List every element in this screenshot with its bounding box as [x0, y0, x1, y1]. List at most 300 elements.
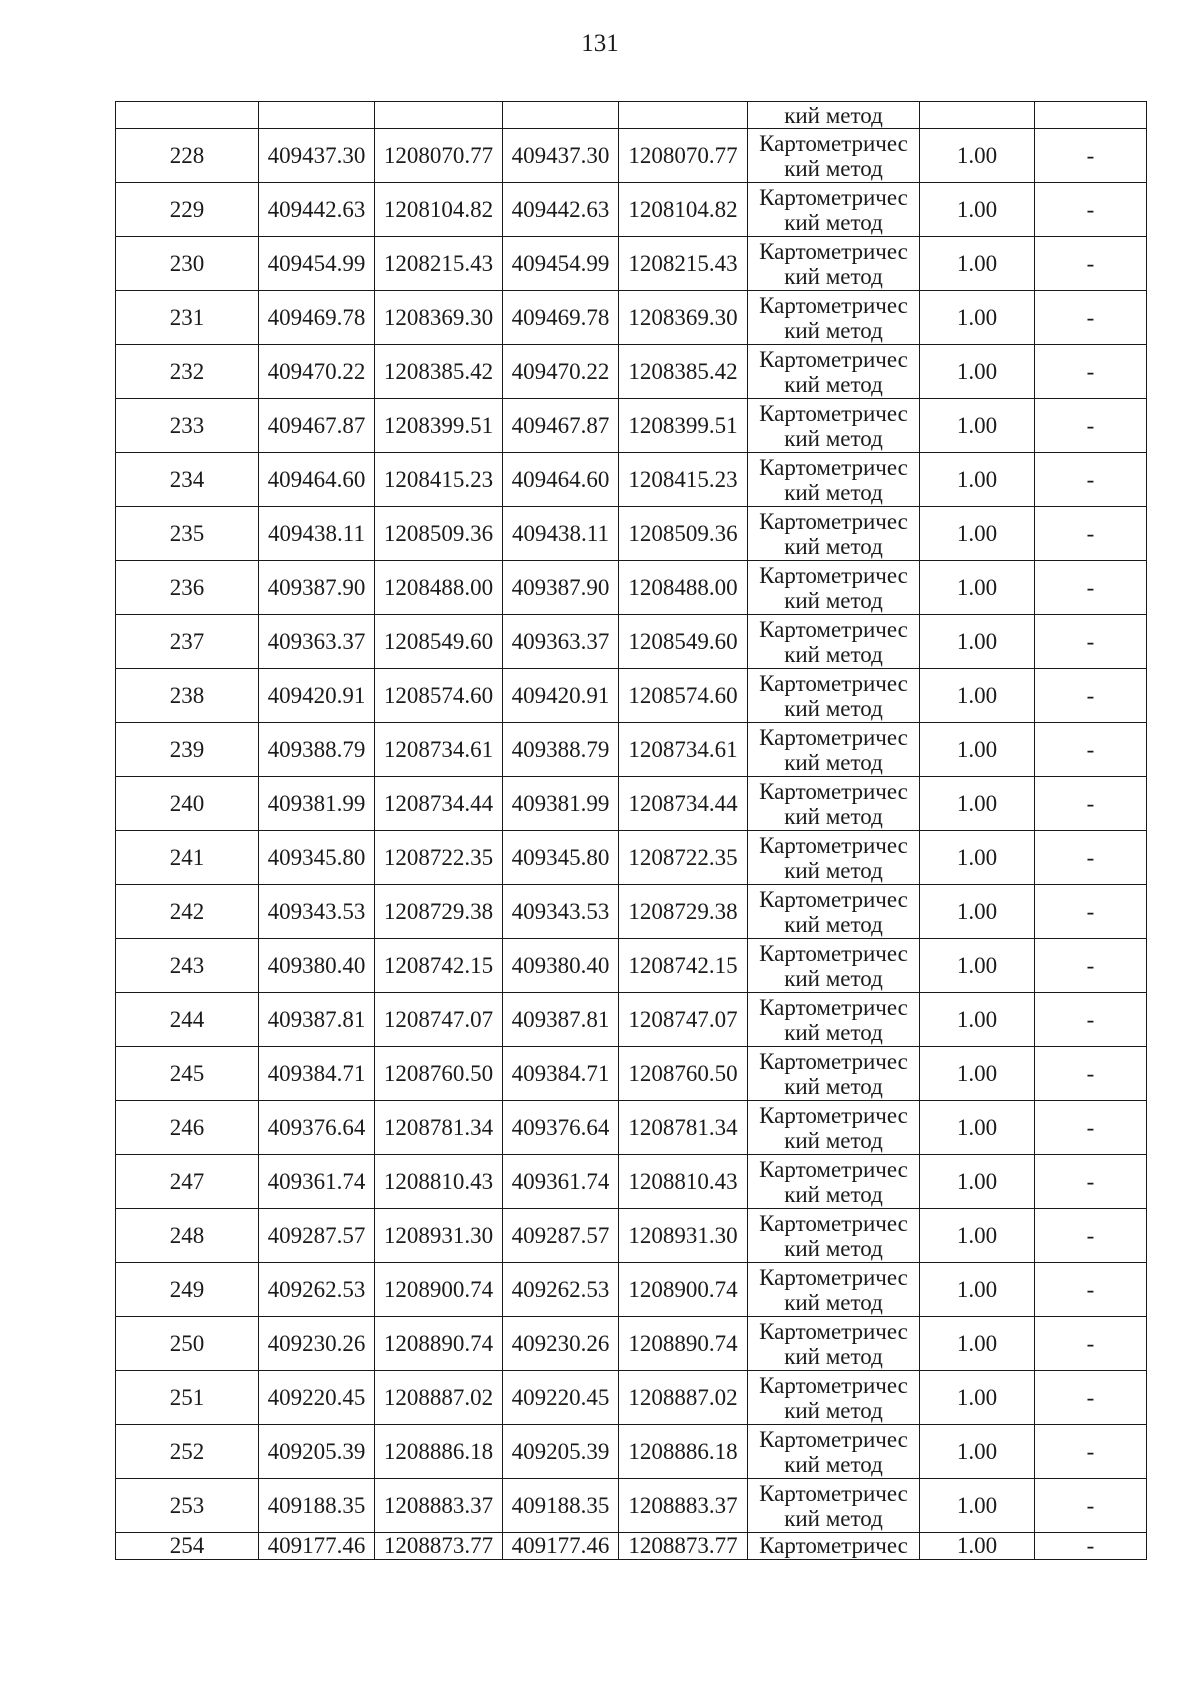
y-new-cell: 1208729.38 [619, 885, 748, 939]
point-number-cell: 237 [116, 615, 259, 669]
method-line-1: Картометричес [759, 1533, 908, 1558]
accuracy-cell: 1.00 [920, 615, 1035, 669]
accuracy-cell: 1.00 [920, 1047, 1035, 1101]
point-number-cell: 253 [116, 1479, 259, 1533]
method-line-1: Картометричес [759, 346, 908, 372]
y-new-cell: 1208887.02 [619, 1371, 748, 1425]
table-row [116, 1425, 1147, 1479]
x-old-cell: 409262.53 [259, 1263, 375, 1317]
y-old-cell: 1208488.00 [375, 561, 503, 615]
method-cell [748, 1533, 920, 1560]
x-new-cell: 409287.57 [503, 1209, 619, 1263]
table-row-continued [116, 102, 1147, 129]
y-old-cell: 1208385.42 [375, 345, 503, 399]
note-cell: - [1035, 345, 1147, 399]
y-old-cell: 1208399.51 [375, 399, 503, 453]
table-row [116, 669, 1147, 723]
method-cell [748, 102, 920, 129]
x-old-cell: 409361.74 [259, 1155, 375, 1209]
note-cell: - [1035, 669, 1147, 723]
y-new-cell [619, 102, 748, 129]
x-old-cell: 409363.37 [259, 615, 375, 669]
x-old-cell: 409438.11 [259, 507, 375, 561]
method-line-1: Картометричес [759, 1480, 908, 1506]
x-new-cell: 409469.78 [503, 291, 619, 345]
x-new-cell: 409205.39 [503, 1425, 619, 1479]
accuracy-cell: 1.00 [920, 291, 1035, 345]
x-old-cell: 409387.90 [259, 561, 375, 615]
x-new-cell: 409177.46 [503, 1533, 619, 1560]
note-cell: - [1035, 1263, 1147, 1317]
y-old-cell: 1208549.60 [375, 615, 503, 669]
table-row [116, 1317, 1147, 1371]
y-new-cell: 1208781.34 [619, 1101, 748, 1155]
point-number-cell [116, 102, 259, 129]
x-new-cell [503, 102, 619, 129]
method-line-1: Картометричес [759, 238, 908, 264]
note-cell: - [1035, 237, 1147, 291]
note-cell: - [1035, 183, 1147, 237]
method-line-1: Картометричес [759, 292, 908, 318]
point-number-cell: 240 [116, 777, 259, 831]
y-old-cell: 1208900.74 [375, 1263, 503, 1317]
method-line-1: Картометричес [759, 1426, 908, 1452]
method-cell [748, 507, 920, 561]
y-old-cell: 1208734.61 [375, 723, 503, 777]
accuracy-cell: 1.00 [920, 183, 1035, 237]
note-cell: - [1035, 1533, 1147, 1560]
table-row [116, 1371, 1147, 1425]
x-new-cell: 409381.99 [503, 777, 619, 831]
y-old-cell: 1208574.60 [375, 669, 503, 723]
x-old-cell: 409454.99 [259, 237, 375, 291]
method-cell [748, 1209, 920, 1263]
method-cell [748, 183, 920, 237]
method-line-2: кий метод [784, 479, 883, 505]
method-cell [748, 777, 920, 831]
accuracy-cell: 1.00 [920, 345, 1035, 399]
accuracy-cell: 1.00 [920, 237, 1035, 291]
method-line-2: кий метод [784, 371, 883, 397]
y-new-cell: 1208873.77 [619, 1533, 748, 1560]
note-cell: - [1035, 777, 1147, 831]
method-cell [748, 1047, 920, 1101]
method-line-2: кий метод [784, 155, 883, 181]
method-line-1: Картометричес [759, 130, 908, 156]
note-cell: - [1035, 723, 1147, 777]
y-old-cell: 1208890.74 [375, 1317, 503, 1371]
accuracy-cell: 1.00 [920, 1263, 1035, 1317]
y-new-cell: 1208886.18 [619, 1425, 748, 1479]
note-cell: - [1035, 561, 1147, 615]
method-cell [748, 1263, 920, 1317]
x-old-cell: 409442.63 [259, 183, 375, 237]
y-new-cell: 1208883.37 [619, 1479, 748, 1533]
table-row [116, 1155, 1147, 1209]
point-number-cell: 252 [116, 1425, 259, 1479]
method-line-1: Картометричес [759, 1372, 908, 1398]
coordinates-table [115, 101, 1147, 1560]
y-old-cell: 1208729.38 [375, 885, 503, 939]
accuracy-cell [920, 102, 1035, 129]
note-cell: - [1035, 885, 1147, 939]
y-new-cell: 1208104.82 [619, 183, 748, 237]
point-number-cell: 233 [116, 399, 259, 453]
table-row [116, 939, 1147, 993]
method-line-1: Картометричес [759, 670, 908, 696]
method-line-2: кий метод [784, 641, 883, 667]
y-new-cell: 1208385.42 [619, 345, 748, 399]
method-line-1: Картометричес [759, 1264, 908, 1290]
y-new-cell: 1208734.44 [619, 777, 748, 831]
method-line-1: Картометричес [759, 1048, 908, 1074]
x-old-cell: 409470.22 [259, 345, 375, 399]
table-row [116, 1209, 1147, 1263]
method-line-1: Картометричес [759, 184, 908, 210]
table-row [116, 453, 1147, 507]
method-line-1: Картометричес [759, 940, 908, 966]
x-new-cell: 409361.74 [503, 1155, 619, 1209]
method-line-1: Картометричес [759, 616, 908, 642]
page-number: 131 [581, 30, 619, 57]
table-row [116, 777, 1147, 831]
x-old-cell: 409388.79 [259, 723, 375, 777]
table-row [116, 129, 1147, 183]
y-new-cell: 1208734.61 [619, 723, 748, 777]
y-old-cell: 1208887.02 [375, 1371, 503, 1425]
accuracy-cell: 1.00 [920, 1155, 1035, 1209]
note-cell: - [1035, 1371, 1147, 1425]
x-new-cell: 409420.91 [503, 669, 619, 723]
y-new-cell: 1208574.60 [619, 669, 748, 723]
y-new-cell: 1208760.50 [619, 1047, 748, 1101]
point-number-cell: 236 [116, 561, 259, 615]
method-line-2: кий метод [784, 695, 883, 721]
method-line-1: Картометричес [759, 832, 908, 858]
x-old-cell: 409345.80 [259, 831, 375, 885]
x-new-cell: 409262.53 [503, 1263, 619, 1317]
x-old-cell: 409188.35 [259, 1479, 375, 1533]
method-cell [748, 669, 920, 723]
method-cell [748, 993, 920, 1047]
accuracy-cell: 1.00 [920, 777, 1035, 831]
y-old-cell: 1208070.77 [375, 129, 503, 183]
method-line-2: кий метод [784, 857, 883, 883]
method-line-2: кий метод [784, 425, 883, 451]
table-row [116, 885, 1147, 939]
x-new-cell: 409437.30 [503, 129, 619, 183]
x-new-cell: 409384.71 [503, 1047, 619, 1101]
x-old-cell: 409469.78 [259, 291, 375, 345]
accuracy-cell: 1.00 [920, 885, 1035, 939]
note-cell: - [1035, 615, 1147, 669]
method-line-2: кий метод [784, 317, 883, 343]
point-number-cell: 245 [116, 1047, 259, 1101]
y-old-cell: 1208747.07 [375, 993, 503, 1047]
table-row [116, 723, 1147, 777]
method-cell [748, 1425, 920, 1479]
y-old-cell: 1208215.43 [375, 237, 503, 291]
point-number-cell: 246 [116, 1101, 259, 1155]
y-old-cell: 1208734.44 [375, 777, 503, 831]
point-number-cell: 229 [116, 183, 259, 237]
y-old-cell [375, 102, 503, 129]
accuracy-cell: 1.00 [920, 831, 1035, 885]
method-line-1: Картометричес [759, 724, 908, 750]
method-cell [748, 831, 920, 885]
accuracy-cell: 1.00 [920, 1101, 1035, 1155]
table-row [116, 1263, 1147, 1317]
x-old-cell: 409437.30 [259, 129, 375, 183]
note-cell: - [1035, 939, 1147, 993]
y-old-cell: 1208781.34 [375, 1101, 503, 1155]
y-new-cell: 1208215.43 [619, 237, 748, 291]
method-line-1: Картометричес [759, 1210, 908, 1236]
point-number-cell: 251 [116, 1371, 259, 1425]
y-new-cell: 1208415.23 [619, 453, 748, 507]
y-new-cell: 1208509.36 [619, 507, 748, 561]
note-cell: - [1035, 507, 1147, 561]
point-number-cell: 244 [116, 993, 259, 1047]
method-cell [748, 885, 920, 939]
table-row [116, 291, 1147, 345]
method-line-2: кий метод [784, 1397, 883, 1423]
note-cell: - [1035, 1155, 1147, 1209]
y-new-cell: 1208722.35 [619, 831, 748, 885]
table-row [116, 507, 1147, 561]
x-new-cell: 409464.60 [503, 453, 619, 507]
method-cell [748, 399, 920, 453]
x-new-cell: 409467.87 [503, 399, 619, 453]
note-cell: - [1035, 453, 1147, 507]
table-body [116, 102, 1147, 1560]
note-cell: - [1035, 831, 1147, 885]
accuracy-cell: 1.00 [920, 1371, 1035, 1425]
method-line-2: кий метод [784, 103, 883, 128]
note-cell: - [1035, 1317, 1147, 1371]
x-old-cell: 409287.57 [259, 1209, 375, 1263]
x-new-cell: 409387.81 [503, 993, 619, 1047]
point-number-cell: 238 [116, 669, 259, 723]
method-cell [748, 723, 920, 777]
y-old-cell: 1208810.43 [375, 1155, 503, 1209]
x-new-cell: 409380.40 [503, 939, 619, 993]
y-new-cell: 1208549.60 [619, 615, 748, 669]
method-line-1: Картометричес [759, 1318, 908, 1344]
method-line-2: кий метод [784, 749, 883, 775]
method-cell [748, 1479, 920, 1533]
table-row [116, 1479, 1147, 1533]
table-row [116, 615, 1147, 669]
x-new-cell: 409470.22 [503, 345, 619, 399]
method-cell [748, 345, 920, 399]
x-old-cell: 409420.91 [259, 669, 375, 723]
method-line-2: кий метод [784, 1289, 883, 1315]
method-line-1: Картометричес [759, 562, 908, 588]
accuracy-cell: 1.00 [920, 1317, 1035, 1371]
method-line-2: кий метод [784, 1343, 883, 1369]
point-number-cell: 242 [116, 885, 259, 939]
x-old-cell: 409380.40 [259, 939, 375, 993]
table-row [116, 561, 1147, 615]
y-old-cell: 1208873.77 [375, 1533, 503, 1560]
accuracy-cell: 1.00 [920, 1533, 1035, 1560]
table-row [116, 1101, 1147, 1155]
note-cell: - [1035, 129, 1147, 183]
point-number-cell: 249 [116, 1263, 259, 1317]
x-new-cell: 409343.53 [503, 885, 619, 939]
note-cell: - [1035, 1047, 1147, 1101]
method-cell [748, 939, 920, 993]
point-number-cell: 250 [116, 1317, 259, 1371]
x-new-cell: 409387.90 [503, 561, 619, 615]
method-cell [748, 291, 920, 345]
y-old-cell: 1208886.18 [375, 1425, 503, 1479]
x-old-cell: 409381.99 [259, 777, 375, 831]
x-old-cell: 409220.45 [259, 1371, 375, 1425]
method-line-1: Картометричес [759, 454, 908, 480]
table-row [116, 1047, 1147, 1101]
method-line-2: кий метод [784, 209, 883, 235]
accuracy-cell: 1.00 [920, 399, 1035, 453]
table-row [116, 831, 1147, 885]
method-line-2: кий метод [784, 803, 883, 829]
table-row [116, 399, 1147, 453]
y-old-cell: 1208742.15 [375, 939, 503, 993]
note-cell [1035, 102, 1147, 129]
method-line-1: Картометричес [759, 778, 908, 804]
note-cell: - [1035, 1209, 1147, 1263]
x-old-cell: 409376.64 [259, 1101, 375, 1155]
method-line-2: кий метод [784, 911, 883, 937]
point-number-cell: 230 [116, 237, 259, 291]
y-old-cell: 1208931.30 [375, 1209, 503, 1263]
x-new-cell: 409454.99 [503, 237, 619, 291]
accuracy-cell: 1.00 [920, 1425, 1035, 1479]
y-old-cell: 1208369.30 [375, 291, 503, 345]
y-new-cell: 1208742.15 [619, 939, 748, 993]
accuracy-cell: 1.00 [920, 507, 1035, 561]
point-number-cell: 254 [116, 1533, 259, 1560]
x-old-cell: 409177.46 [259, 1533, 375, 1560]
method-cell [748, 615, 920, 669]
point-number-cell: 232 [116, 345, 259, 399]
method-line-2: кий метод [784, 1181, 883, 1207]
point-number-cell: 247 [116, 1155, 259, 1209]
accuracy-cell: 1.00 [920, 669, 1035, 723]
accuracy-cell: 1.00 [920, 561, 1035, 615]
x-new-cell: 409230.26 [503, 1317, 619, 1371]
method-line-2: кий метод [784, 965, 883, 991]
method-line-2: кий метод [784, 1127, 883, 1153]
method-cell [748, 1101, 920, 1155]
point-number-cell: 228 [116, 129, 259, 183]
y-old-cell: 1208883.37 [375, 1479, 503, 1533]
x-old-cell: 409464.60 [259, 453, 375, 507]
method-line-1: Картометричес [759, 1102, 908, 1128]
note-cell: - [1035, 1425, 1147, 1479]
x-old-cell [259, 102, 375, 129]
note-cell: - [1035, 1101, 1147, 1155]
y-new-cell: 1208900.74 [619, 1263, 748, 1317]
note-cell: - [1035, 399, 1147, 453]
y-new-cell: 1208399.51 [619, 399, 748, 453]
y-new-cell: 1208931.30 [619, 1209, 748, 1263]
y-new-cell: 1208890.74 [619, 1317, 748, 1371]
table-row [116, 345, 1147, 399]
y-new-cell: 1208747.07 [619, 993, 748, 1047]
accuracy-cell: 1.00 [920, 1479, 1035, 1533]
method-cell [748, 237, 920, 291]
x-new-cell: 409388.79 [503, 723, 619, 777]
method-line-2: кий метод [784, 533, 883, 559]
method-line-2: кий метод [784, 263, 883, 289]
method-line-2: кий метод [784, 1019, 883, 1045]
method-line-2: кий метод [784, 1073, 883, 1099]
accuracy-cell: 1.00 [920, 993, 1035, 1047]
x-old-cell: 409230.26 [259, 1317, 375, 1371]
method-cell [748, 129, 920, 183]
method-line-1: Картометричес [759, 1156, 908, 1182]
method-cell [748, 453, 920, 507]
x-new-cell: 409345.80 [503, 831, 619, 885]
y-old-cell: 1208104.82 [375, 183, 503, 237]
y-new-cell: 1208488.00 [619, 561, 748, 615]
point-number-cell: 248 [116, 1209, 259, 1263]
x-new-cell: 409438.11 [503, 507, 619, 561]
method-line-1: Картометричес [759, 508, 908, 534]
x-old-cell: 409387.81 [259, 993, 375, 1047]
point-number-cell: 231 [116, 291, 259, 345]
point-number-cell: 235 [116, 507, 259, 561]
x-old-cell: 409205.39 [259, 1425, 375, 1479]
method-line-2: кий метод [784, 1451, 883, 1477]
point-number-cell: 243 [116, 939, 259, 993]
method-line-2: кий метод [784, 587, 883, 613]
note-cell: - [1035, 1479, 1147, 1533]
point-number-cell: 239 [116, 723, 259, 777]
x-new-cell: 409376.64 [503, 1101, 619, 1155]
table-row [116, 993, 1147, 1047]
table-row [116, 183, 1147, 237]
table-row [116, 237, 1147, 291]
method-line-2: кий метод [784, 1235, 883, 1261]
x-new-cell: 409188.35 [503, 1479, 619, 1533]
note-cell: - [1035, 291, 1147, 345]
x-old-cell: 409343.53 [259, 885, 375, 939]
y-new-cell: 1208369.30 [619, 291, 748, 345]
table-row [116, 1533, 1147, 1560]
method-cell [748, 1317, 920, 1371]
accuracy-cell: 1.00 [920, 129, 1035, 183]
accuracy-cell: 1.00 [920, 1209, 1035, 1263]
x-new-cell: 409220.45 [503, 1371, 619, 1425]
note-cell: - [1035, 993, 1147, 1047]
method-line-1: Картометричес [759, 886, 908, 912]
x-old-cell: 409384.71 [259, 1047, 375, 1101]
point-number-cell: 234 [116, 453, 259, 507]
y-old-cell: 1208509.36 [375, 507, 503, 561]
accuracy-cell: 1.00 [920, 723, 1035, 777]
y-old-cell: 1208722.35 [375, 831, 503, 885]
method-cell [748, 1371, 920, 1425]
method-cell [748, 561, 920, 615]
y-old-cell: 1208415.23 [375, 453, 503, 507]
method-cell [748, 1155, 920, 1209]
x-new-cell: 409363.37 [503, 615, 619, 669]
method-line-2: кий метод [784, 1505, 883, 1531]
accuracy-cell: 1.00 [920, 453, 1035, 507]
